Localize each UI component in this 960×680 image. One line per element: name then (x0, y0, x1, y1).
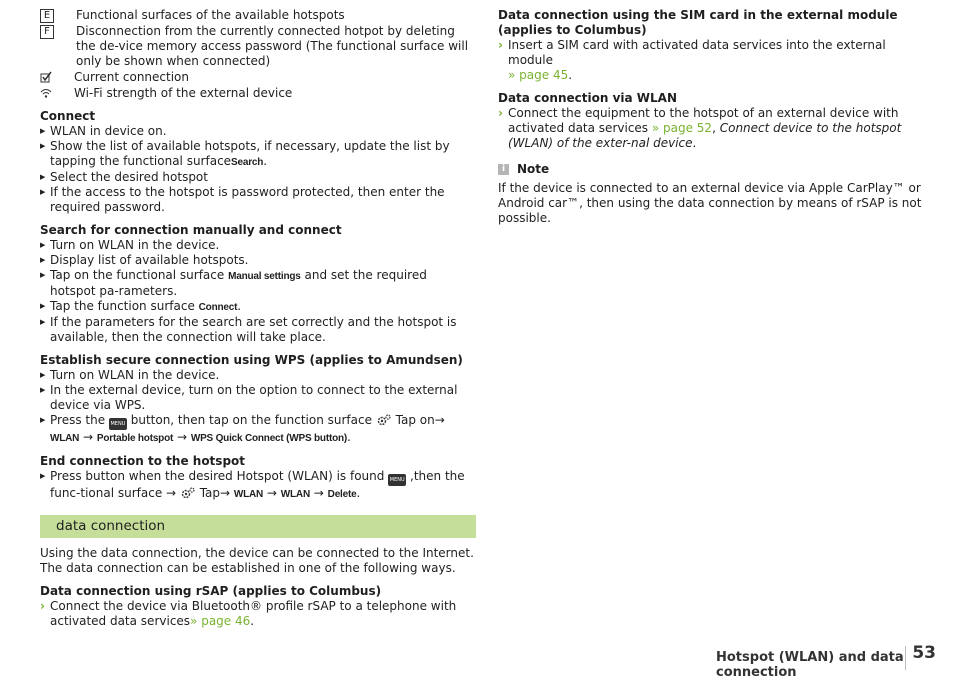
instruction: › Insert a SIM card with activated data services into the external module » page 45. (498, 38, 886, 82)
legend-item (40, 8, 476, 23)
step: ▶ In the external device, turn on the option to connect to the external device via WPS. (40, 383, 476, 413)
legend-key-e: E (40, 9, 54, 23)
rsap-heading: Data connection using rSAP (applies to Columbus) (40, 584, 382, 598)
settings-icon (376, 414, 392, 426)
chevron-right-icon: › (498, 38, 503, 52)
page-number: 53 (905, 646, 936, 670)
note-text: If the device is connected to an external device via Apple CarPlay™ or Android car™, then using the data connection by means of rSAP is not possible. (498, 181, 922, 225)
menu-button-icon: MENU (109, 418, 127, 430)
step: ▶ Select the desired hotspot (40, 170, 476, 185)
settings-icon (180, 487, 196, 499)
page-link[interactable]: » page 46 (190, 614, 251, 628)
left-column (40, 8, 476, 629)
step: ▶ Show the list of available hotspots, if necessary, update the list by tapping the functional surfaceSearch. (40, 139, 476, 170)
note-heading: i Note (498, 162, 928, 177)
legend-item (40, 86, 476, 101)
step: ▶ Turn on WLAN in the device. (40, 238, 476, 253)
wlan-heading: Data connection via WLAN (498, 91, 678, 105)
instruction: › Connect the equipment to the hotspot of an external device with activated data services » page 52, Connect device to the hotspot (WLAN) of the exter-nal device. (498, 106, 902, 150)
legend-item (40, 24, 476, 69)
step: ▶ Tap on the functional surface Manual settings and set the required hotspot pa-rameters. (40, 268, 476, 299)
sim-heading: Data connection using the SIM card in the external module (applies to Columbus) (498, 8, 898, 37)
legend-key-f: F (40, 25, 54, 39)
step: ▶ If the access to the hotspot is password protected, then enter the required password. (40, 185, 476, 215)
footer-title: Hotspot (WLAN) and data connection (716, 650, 904, 680)
step: ▶ WLAN in device on. (40, 124, 476, 139)
step: ▶ Display list of available hotspots. (40, 253, 476, 268)
legend-text: Current connection (74, 70, 190, 84)
step: ▶ Press button when the desired Hotspot (WLAN) is found MENU ,then the func-tional surface → Tap→ WLAN → WLAN → Delete. (40, 469, 476, 502)
legend (40, 8, 476, 101)
wifi-icon (40, 87, 52, 99)
legend-text: Disconnection from the currently connected hotpot by deleting the de-vice memory access password (The functional surface will only be shown when connected) (76, 24, 469, 68)
chevron-right-icon: › (40, 599, 45, 613)
connect-keyword: Connect (198, 302, 238, 313)
legend-text: Wi-Fi strength of the external device (74, 86, 293, 100)
intro-paragraph: Using the data connection, the device can be connected to the Internet. The data connection can be established in one of the following ways. (40, 546, 474, 575)
info-icon: i (498, 164, 509, 175)
instruction: › Connect the device via Bluetooth® profile rSAP to a telephone with activated data services» page 46. (40, 599, 457, 628)
checkmark-icon (40, 71, 52, 83)
page-link[interactable]: » page 52 (651, 121, 713, 135)
search-keyword: Search (231, 157, 264, 168)
end-heading: End connection to the hotspot (40, 454, 246, 468)
right-column (498, 8, 928, 226)
wps-heading: Establish secure connection using WPS (applies to Amundsen) (40, 353, 463, 367)
step: ▶ Turn on WLAN in the device. (40, 368, 476, 383)
menu-button-icon: MENU (388, 474, 406, 486)
step: ▶ If the parameters for the search are set correctly and the hotspot is available, then the connection will take place. (40, 315, 476, 345)
page-link[interactable]: » page 45 (508, 68, 569, 82)
manual-settings-keyword: Manual settings (228, 271, 301, 282)
step: ▶ Press the MENU button, then tap on the function surface Tap on→ WLAN → Portable hotspot → WPS Quick Connect (WPS button). (40, 413, 476, 446)
connect-heading: Connect (40, 109, 96, 123)
page-footer (716, 643, 936, 680)
legend-item (40, 70, 476, 85)
chevron-right-icon: › (498, 106, 503, 120)
manual-heading: Search for connection manually and connect (40, 223, 342, 237)
section-title: data connection (40, 515, 476, 538)
legend-text: Functional surfaces of the available hotspots (76, 8, 345, 22)
step: ▶ Tap the function surface Connect. (40, 299, 476, 315)
